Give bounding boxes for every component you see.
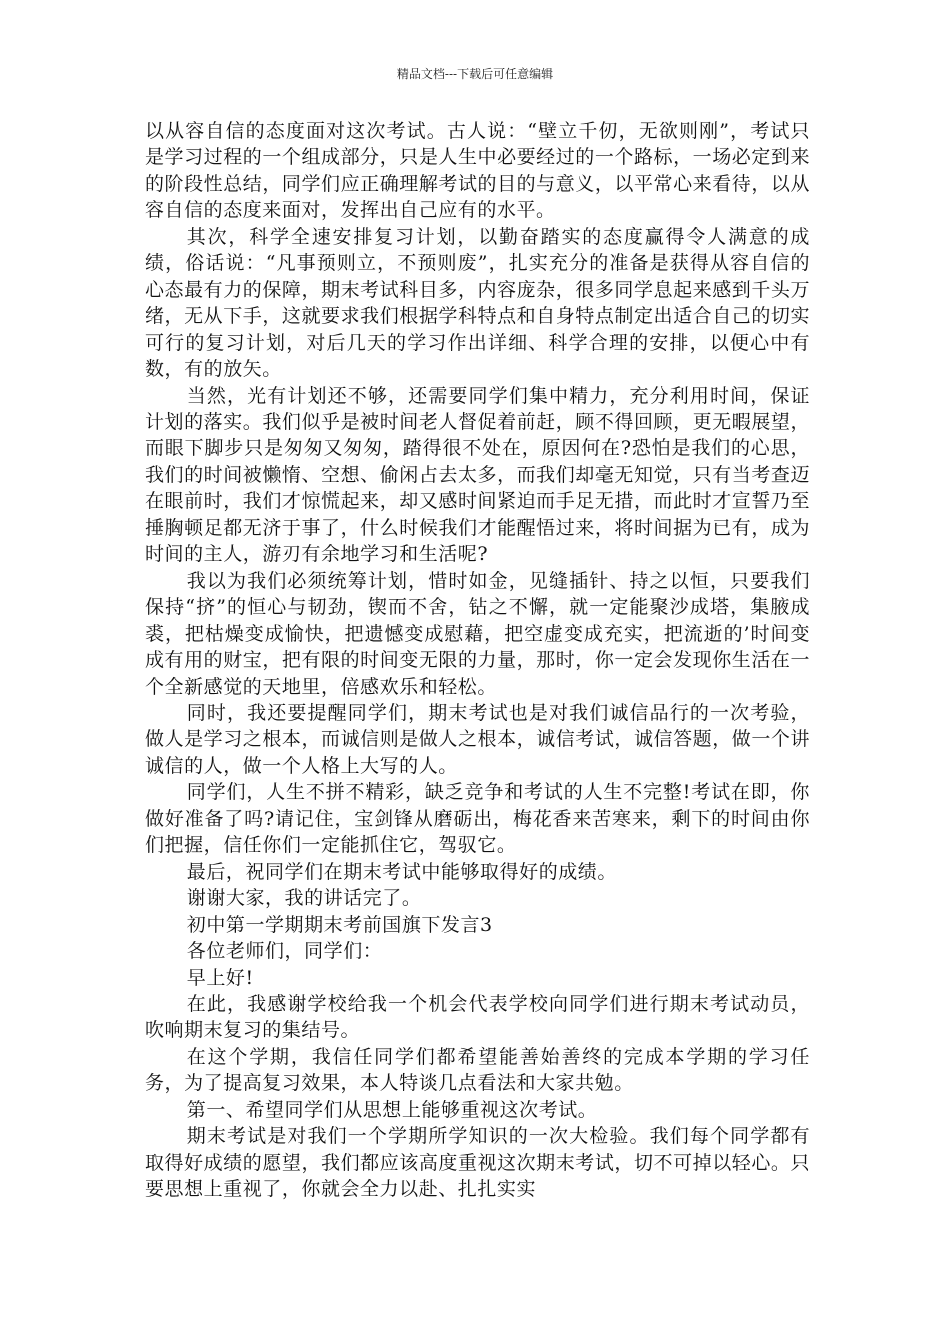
greeting: 早上好! <box>186 966 254 989</box>
paragraph: 以从容自信的态度面对这次考试。古人说：“壁立千仞，无欲则刚”，考试只是学习过程的一个组成部分，只是人生中必要经过的一个路标，一场必定到来的阶段性总结，同学们应正确理解考试的目的与意义，以平常心来看待，以从容自信的态度来面对，发挥出自己应有的水平。 <box>145 120 810 222</box>
paragraph: 第一、希望同学们从思想上能够重视这次考试。 <box>186 1098 598 1121</box>
paragraph: 谢谢大家，我的讲话完了。 <box>186 887 422 910</box>
paragraph: 最后，祝同学们在期末考试中能够取得好的成绩。 <box>186 860 617 883</box>
paragraph: 同学们，人生不拼不精彩，缺乏竞争和考试的人生不完整!考试在即，你做好准备了吗?请记住，宝剑锋从磨砺出，梅花香来苦寒来，剩下的时间由你们把握，信任你们一定能抓住它，驾驭它。 <box>145 781 810 857</box>
salutation: 各位老师们，同学们： <box>186 940 383 963</box>
paragraph: 在此，我感谢学校给我一个机会代表学校向同学们进行期末考试动员，吹响期末复习的集结号。 <box>145 992 810 1042</box>
page-header: 精品文档---下载后可任意编辑 <box>396 67 554 81</box>
paragraph: 我以为我们必须统筹计划，惜时如金，见缝插针、持之以恒，只要我们保持“挤”的恒心与韧劲，锲而不舍，钻之不懈，就一定能聚沙成塔，集腋成裘，把枯燥变成愉快，把遗憾变成慰藉，把空虚变成充实，把流逝的’时间变成有用的财宝，把有限的时间变无限的力量，那时，你一定会发现你生活在一个全新感觉的天地里，倍感欢乐和轻松。 <box>145 569 810 698</box>
document-body <box>145 118 810 1203</box>
paragraph: 期末考试是对我们一个学期所学知识的一次大检验。我们每个同学都有取得好成绩的愿望，我们都应该高度重视这次期末考试，切不可掉以轻心。只要思想上重视了，你就会全力以赴、扎扎实实 <box>145 1125 810 1201</box>
paragraph: 在这个学期，我信任同学们都希望能善始善终的完成本学期的学习任务，为了提高复习效果，本人特谈几点看法和大家共勉。 <box>145 1045 810 1095</box>
paragraph: 其次，科学全速安排复习计划，以勤奋踏实的态度赢得令人满意的成绩，俗话说：“凡事预则立，不预则废”，扎实充分的准备是获得从容自信的心态最有力的保障，期末考试科目多，内容庞杂，很多同学息起来感到千头万绪，无从下手，这就要求我们根据学科特点和自身特点制定出适合自己的切实可行的复习计划，对后几天的学习作出详细、科学合理的安排，以便心中有数，有的放矢。 <box>145 225 810 381</box>
paragraph: 当然，光有计划还不够，还需要同学们集中精力，充分利用时间，保证计划的落实。我们似乎是被时间老人督促着前赶，顾不得回顾，更无暇展望，而眼下脚步只是匆匆又匆匆，踏得很不处在，原因何在?恐怕是我们的心思，我们的时间被懒惰、空想、偷闲占去太多，而我们却毫无知觉，只有当考查迈在眼前时，我们才惊慌起来，却又感时间紧迫而手足无措，而此时才宣誓乃至捶胸顿足都无济于事了，什么时候我们才能醒悟过来，将时间据为已有，成为时间的主人，游刃有余地学习和生活呢? <box>145 384 810 566</box>
section-title: 初中第一学期期末考前国旗下发言3 <box>186 913 493 936</box>
paragraph: 同时，我还要提醒同学们，期末考试也是对我们诚信品行的一次考验，做人是学习之根本，而诚信则是做人之根本，诚信考试，诚信答题，做一个讲诚信的人，做一个人格上大写的人。 <box>145 701 810 777</box>
